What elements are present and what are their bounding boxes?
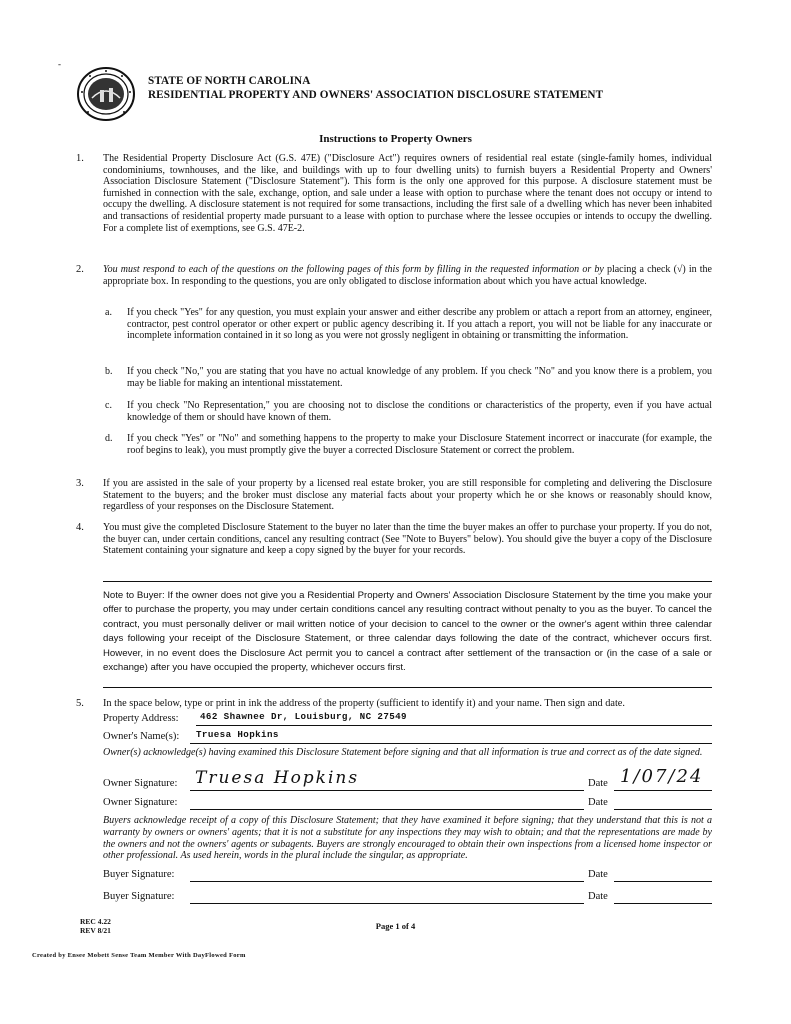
sub-item-b: If you check "No," you are stating that you have no actual knowledge of any problem. If you check "No" and you know there is a problem, you may be liable for making an intentional misstatement. <box>127 366 712 389</box>
sub-item-letter: a. <box>105 307 112 318</box>
item-number: 2. <box>76 264 84 275</box>
item-number: 4. <box>76 522 84 533</box>
date-label: Date <box>588 797 608 808</box>
item-number: 1. <box>76 153 84 164</box>
buyer-signature-label-2: Buyer Signature: <box>103 891 175 902</box>
buyer-date-line-2[interactable] <box>614 903 712 904</box>
owner-signature-label: Owner Signature: <box>103 778 178 789</box>
owner-names-label: Owner's Name(s): <box>103 731 180 742</box>
date-line <box>614 790 712 791</box>
note-to-buyer: Note to Buyer: If the owner does not give you a Residential Property and Owners' Association Disclosure Statement by the time you make your offer to purchase the property, you may under certain conditions cancel any resulting contract without penalty to you as the buyer. To cancel the contract, you must personally deliver or mail written notice of your decision to cancel to the owner or the owner's agent within three calendar days following your receipt of the Disclosure Statement, or three calendar days following the date of the contract, whichever occurs first. However, in no event does the Disclosure Act permit you to cancel a contract after settlement of the transaction or (in the case of a sale or exchange) after you have occupied the property, whichever occurs first. <box>103 590 712 674</box>
date-line-2[interactable] <box>614 809 712 810</box>
buyer-date-line[interactable] <box>614 881 712 882</box>
item-number: 3. <box>76 478 84 489</box>
owner-signature-field[interactable]: Truesa Hopkins <box>195 768 360 788</box>
sub-item-d: If you check "Yes" or "No" and something happens to the property to make your Disclosure Statement incorrect or inaccurate (for example, the roof begins to leak), you must promptly give the buyer a corrected Disclosure Statement or correct the problem. <box>127 433 712 456</box>
sub-item-letter: b. <box>105 366 113 377</box>
owner-names-field[interactable]: Truesa Hopkins <box>196 729 279 740</box>
buyer-signature-label: Buyer Signature: <box>103 869 175 880</box>
form-title: RESIDENTIAL PROPERTY AND OWNERS' ASSOCIATION DISCLOSURE STATEMENT <box>148 89 604 101</box>
owner-acknowledgment: Owner(s) acknowledge(s) having examined this Disclosure Statement before signing and that all information is true and correct as of the date signed. <box>103 747 703 758</box>
producer-line: Created by Ensee Mobett Sense Team Member With DayFlowed Form <box>32 952 246 959</box>
scan-mark: - <box>58 59 61 69</box>
item-number: 5. <box>76 698 84 709</box>
date-label: Date <box>588 869 608 880</box>
instruction-3: If you are assisted in the sale of your property by a licensed real estate broker, you are still responsible for completing and delivering the Disclosure Statement to the buyers; and the broker must disclose any material facts about your property which he or she knows or reasonably should know, regardless of your responses on the Disclosure Statement. <box>103 478 712 513</box>
sub-item-a: If you check "Yes" for any question, you must explain your answer and either describe any problem or attach a report from an attorney, engineer, contractor, pest control operator or other expert or public agency describing it. If you attach a report, you will not be liable for any inaccurate or incomplete information contained in it so long as you were not grossly negligent in obtaining or transmitting the information. <box>127 307 712 342</box>
page-number: Page 1 of 4 <box>375 921 416 931</box>
property-address-line <box>196 725 712 726</box>
sub-item-c: If you check "No Representation," you are choosing not to disclose the conditions or characteristics of the property, even if you have actual knowledge of them or should have known of them. <box>127 400 712 423</box>
owner-signature-line-2[interactable] <box>190 809 584 810</box>
buyer-acknowledgment: Buyers acknowledge receipt of a copy of this Disclosure Statement; that they have examined it before signing; that they understand that this is not a warranty by owners or owners' agents; that it is not a substitute for any inspections they may wish to obtain; and that the representations are made by the owners and not the owners' agents or subagents. Buyers are strongly encouraged to obtain their own inspections from a licensed home inspector or other professional. As used herein, words in the plural include the singular, as appropriate. <box>103 815 712 862</box>
form-revision: REV 8/21 <box>80 926 111 935</box>
section-title: Instructions to Property Owners <box>319 133 472 145</box>
instruction-4: You must give the completed Disclosure Statement to the buyer no later than the time the buyer makes an offer to purchase your property. If you do not, the buyer can, under certain conditions, cancel any resulting contract (See "Note to Buyers" below). You should give the buyer a copy of the Disclosure Statement containing your signature and keep a copy signed by the buyer for your records. <box>103 522 712 557</box>
instruction-2 <box>103 264 712 287</box>
state-name: STATE OF NORTH CAROLINA <box>148 75 311 87</box>
owner-date-field[interactable]: 1/07/24 <box>620 766 704 787</box>
buyer-signature-line[interactable] <box>190 881 584 882</box>
form-header <box>148 74 603 102</box>
form-code-value: REC 4.22 <box>80 917 111 926</box>
note-top-rule <box>103 581 712 582</box>
property-address-label: Property Address: <box>103 713 179 724</box>
note-bottom-rule <box>103 687 712 688</box>
buyer-signature-line-2[interactable] <box>190 903 584 904</box>
sub-item-letter: d. <box>105 433 113 444</box>
property-address-field[interactable]: 462 Shawnee Dr, Louisburg, NC 27549 <box>200 711 407 722</box>
instruction-2-lead: You must respond to each of the questions on the following pages of this form by filling in the requested information or by <box>103 264 604 275</box>
state-seal <box>76 66 136 122</box>
instruction-2-text: placing a check (√) in the appropriate box. In responding to the questions, you are only obligated to disclose information about which you have actual knowledge. <box>103 264 712 287</box>
owner-signature-label-2: Owner Signature: <box>103 797 178 808</box>
sub-item-letter: c. <box>105 400 112 411</box>
date-label: Date <box>588 778 608 789</box>
owner-names-line <box>190 743 712 744</box>
instruction-5: In the space below, type or print in ink the address of the property (sufficient to identify it) and your name. Then sign and date. <box>103 698 625 709</box>
date-label: Date <box>588 891 608 902</box>
owner-signature-line <box>190 790 584 791</box>
instruction-1: The Residential Property Disclosure Act (G.S. 47E) ("Disclosure Act") requires owners of residential real estate (single-family homes, individual condominiums, townhouses, and the like, and buildings with up to four dwelling units) to furnish buyers a Residential Property and Owners' Association Disclosure Statement ("Disclosure Statement"). This form is the only one approved for this purpose. A disclosure statement must be furnished in connection with the sale, exchange, option, and sale under a lease with option to purchase where the tenant does not occupy or intend to occupy the dwelling. A disclosure statement is not required for some transactions, including the first sale of a dwelling which has never been inhabited and transactions of residential property made pursuant to a lease with option to purchase where the lessee occupies or intends to occupy the dwelling. For a complete list of exemptions, see G.S. 47E-2. <box>103 153 712 234</box>
